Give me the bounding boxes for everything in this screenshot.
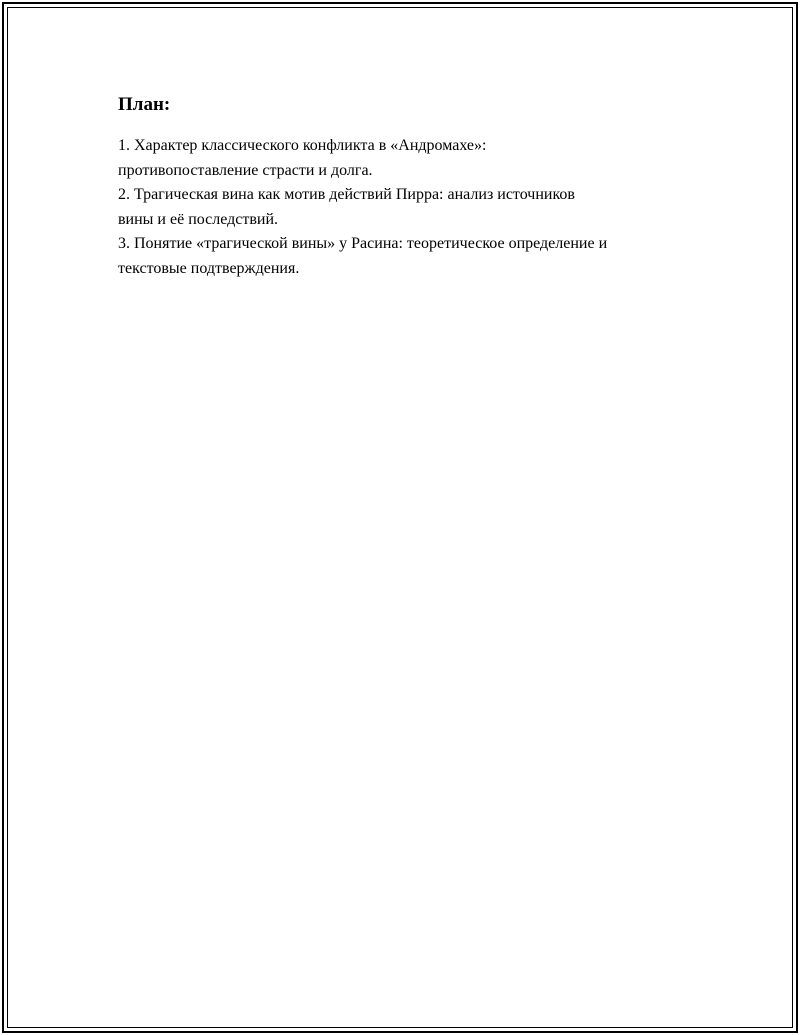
plan-item-2-line-1: 2. Трагическая вина как мотив действий Пирра: анализ источников — [118, 186, 575, 203]
plan-heading: План: — [118, 94, 171, 115]
plan-item-3-line-2: текстовые подтверждения. — [118, 259, 300, 277]
plan-item-3-line-1: 3. Понятие «трагической вины» у Расина: теоретическое определение и — [118, 235, 608, 252]
plan-item-2-line-2: вины и её последствий. — [118, 210, 279, 228]
plan-item-2 — [118, 183, 698, 232]
plan-item-1-line-1: 1. Характер классического конфликта в «Андромахе»: — [118, 137, 487, 154]
plan-list — [118, 134, 698, 281]
plan-item-1 — [118, 134, 698, 183]
page-content — [118, 92, 698, 281]
plan-item-1-line-2: противопоставление страсти и долга. — [118, 161, 373, 179]
plan-item-3 — [118, 232, 698, 281]
